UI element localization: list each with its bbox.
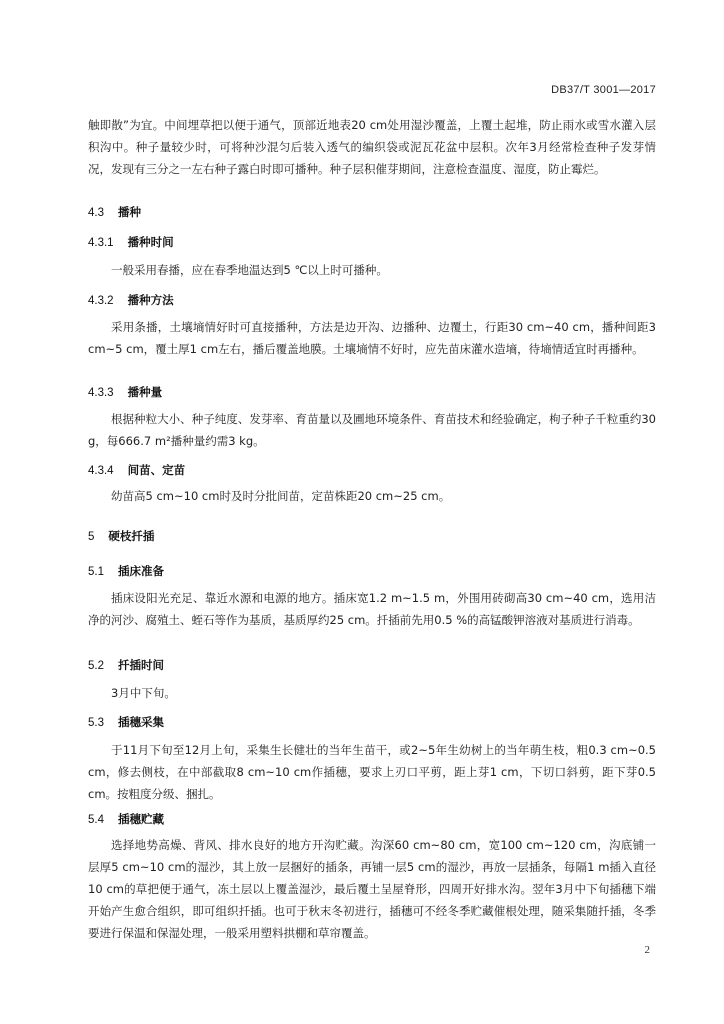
paragraph-5-2: 3月中下旬。 [111,686,176,700]
section-number: 5.3 [88,717,104,729]
paragraph-5-1: 插床设阳光充足、靠近水源和电源的地方。插床宽1.2 m~1.5 m，外围用砖砌高30 cm~40 cm，选用洁净的河沙、腐殖土、蛭石等作为基质，基质厚约25 cm。扦插前先用0.5 %的高锰酸钾溶液对基质进行消毒。 [88,591,656,627]
section-title: 插穗贮藏 [118,812,164,826]
section-heading-5-1 [88,563,164,579]
section-number: 4.3.3 [88,387,114,399]
section-title: 播种 [118,205,141,219]
section-number: 5.1 [88,566,104,578]
section-heading-4-3-4 [88,462,185,478]
section-heading-5-2 [88,657,164,673]
section-number: 4.3 [88,207,104,219]
paragraph-4-3-2: 采用条播，土壤墒情好时可直接播种，方法是边开沟、边播种、边覆土，行距30 cm~40 cm，播种间距3 cm~5 cm，覆土厚1 cm左右，播后覆盖地膜。土壤墒情不好时，应先苗床灌水造墒，待墒情适宜时再播种。 [88,320,656,356]
intro-paragraph: 触即散”为宜。中间埋草把以便于通气，顶部近地表20 cm处用湿沙覆盖，上覆土起堆，防止雨水或雪水灌入层积沟中。种子量较少时，可将种沙混匀后装入透气的编织袋或泥瓦花盆中层积。次年3月经常检查种子发芽情况，发现有三分之一左右种子露白时即可播种。种子层积催芽期间，注意检查温度、湿度，防止霉烂。 [88,118,656,176]
section-number: 5 [88,531,95,543]
page-number: 2 [644,944,650,956]
paragraph-4-3-4: 幼苗高5 cm~10 cm时及时分批间苗，定苗株距20 cm~25 cm。 [111,489,451,503]
paragraph-4-3-3: 根据种粒大小、种子纯度、发芽率、育苗量以及圃地环境条件、育苗技术和经验确定，枸子种子千粒重约30 g，每666.7 m²播种量约需3 kg。 [88,412,656,448]
section-heading-4-3-3 [88,384,162,400]
section-title: 硬枝扦插 [108,529,155,543]
paragraph-4-3-1: 一般采用春播，应在春季地温达到5 ℃以上时可播种。 [111,263,388,277]
section-number: 4.3.1 [88,237,114,249]
section-heading-4-3-1 [88,234,174,250]
section-heading-5-3 [88,714,164,730]
section-title: 播种时间 [127,235,174,249]
section-heading-4-3-2 [88,292,174,308]
section-number: 5.4 [88,814,104,826]
standard-code: DB37/T 3001—2017 [551,84,656,96]
section-title: 扦插时间 [118,658,164,672]
section-title: 插床准备 [118,564,164,578]
paragraph-5-4: 选择地势高燥、背风、排水良好的地方开沟贮藏。沟深60 cm~80 cm，宽100 cm~120 cm，沟底铺一层厚5 cm~10 cm的湿沙，其上放一层捆好的插条，再铺一层5 cm的湿沙，再放一层插条，每隔1 m插入直径10 cm的草把便于通气，冻土层以上覆盖湿沙，最后覆土呈屋脊形，四周开好排水沟。翌年3月中下旬插穗下端开始产生愈合组织，即可组织扦插。也可于秋末冬初进行，插穗可不经冬季贮藏催根处理，随采集随扦插，冬季要进行保温和保湿处理，一般采用塑料拱棚和草帘覆盖。 [88,838,656,940]
section-heading-5 [88,528,154,544]
section-number: 4.3.4 [88,465,114,477]
section-title: 插穗采集 [118,715,164,729]
section-number: 5.2 [88,660,104,672]
section-title: 播种量 [127,385,163,399]
paragraph-5-3: 于11月下旬至12月上旬，采集生长健壮的当年生苗干，或2~5年生幼树上的当年萌生枝，粗0.3 cm~0.5 cm，修去侧枝，在中部截取8 cm~10 cm作插穗，要求上刃口平剪，距上芽1 cm，下切口斜剪，距下芽0.5 cm。按粗度分级、捆扎。 [88,743,656,801]
section-number: 4.3.2 [88,295,114,307]
section-title: 播种方法 [127,293,174,307]
section-heading-5-4 [88,811,164,827]
section-heading-4-3 [88,204,141,220]
section-title: 间苗、定苗 [127,463,186,477]
